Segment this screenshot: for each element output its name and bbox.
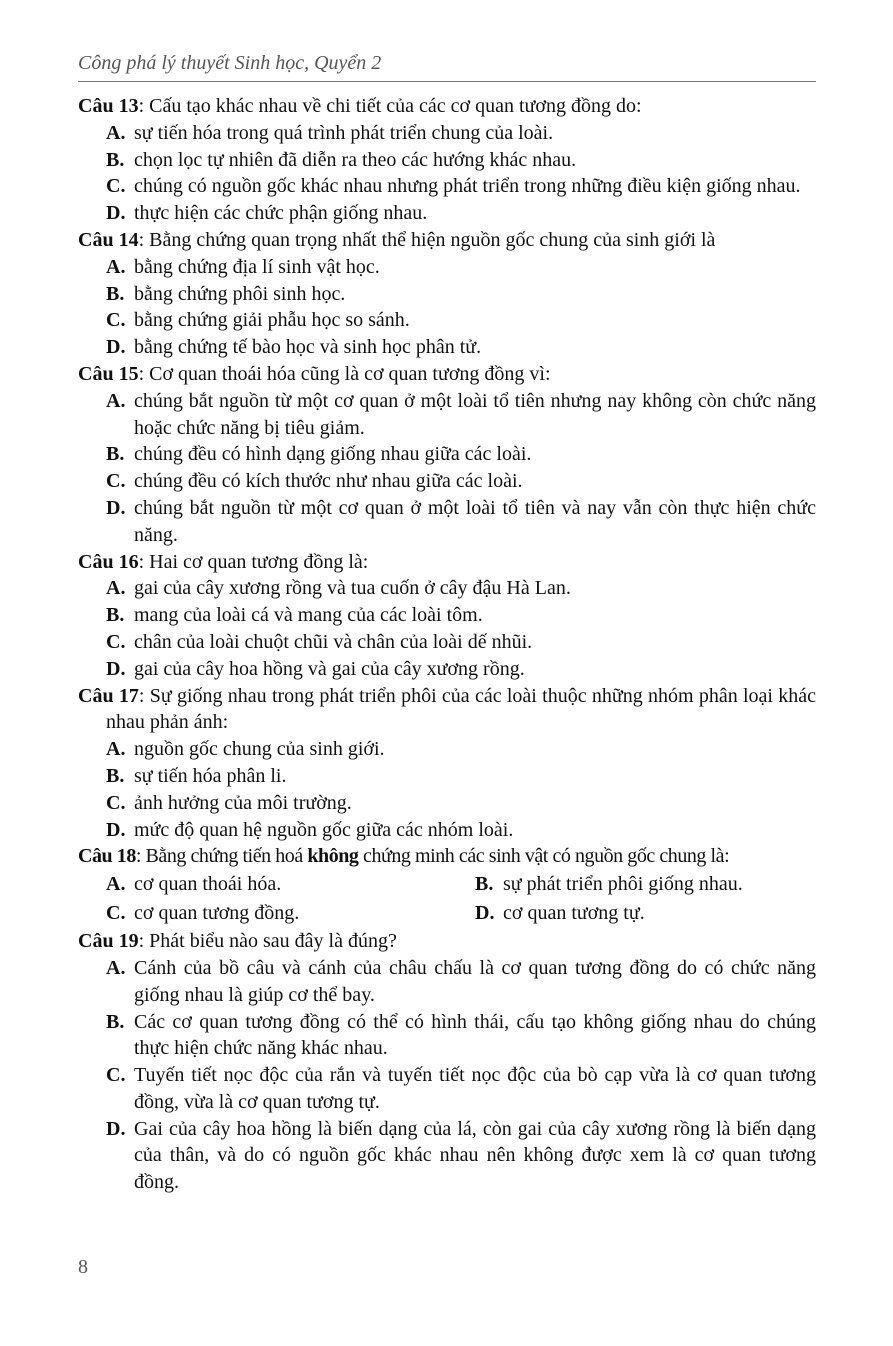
option-text: sự tiến hóa trong quá trình phát triển chung của loài.	[134, 121, 554, 144]
question-16	[78, 549, 816, 683]
option-text: mang của loài cá và mang của các loài tôm.	[134, 604, 483, 627]
question-text: : Cơ quan thoái hóa cũng là cơ quan tương đồng vì:	[138, 362, 551, 385]
option-letter: A.	[106, 873, 126, 896]
option-text: mức độ quan hệ nguồn gốc giữa các nhóm loài.	[134, 818, 514, 841]
option-c	[78, 173, 816, 200]
question-text: : Phát biểu nào sau đây là đúng?	[138, 930, 397, 953]
question-17	[78, 683, 816, 844]
option-text: Cánh của bồ câu và cánh của châu chấu là cơ quan tương đồng do có chức năng giống nhau là giúp cơ thể bay.	[134, 956, 816, 1006]
option-text: gai của cây hoa hồng và gai của cây xương rồng.	[134, 657, 525, 680]
option-a	[78, 575, 816, 602]
option-text: bằng chứng giải phẫu học so sánh.	[134, 309, 410, 332]
option-letter: A.	[106, 956, 126, 979]
question-stem	[78, 549, 816, 576]
option-letter: B.	[106, 148, 125, 171]
option-d	[78, 334, 816, 361]
question-stem	[78, 93, 816, 120]
question-text: chứng minh các sinh vật có nguồn gốc chung là:	[358, 845, 730, 868]
option-text: chúng đều có hình dạng giống nhau giữa các loài.	[134, 443, 532, 466]
option-text: chọn lọc tự nhiên đã diễn ra theo các hướng khác nhau.	[134, 148, 577, 171]
option-a	[78, 120, 816, 147]
option-text: cơ quan tương đồng.	[134, 902, 300, 925]
option-letter: B.	[106, 443, 125, 466]
option-a	[78, 870, 447, 899]
question-number: Câu 16	[78, 550, 139, 573]
option-a	[78, 254, 816, 281]
running-header: Công phá lý thuyết Sinh học, Quyển 2	[78, 52, 382, 74]
option-text: Gai của cây hoa hồng là biến dạng của lá, còn gai của cây xương rồng là biến dạng của thân, và do có nguồn gốc khác nhau nên không được xem là cơ quan tương đồng.	[134, 1117, 816, 1194]
option-d	[78, 656, 816, 683]
option-text: Các cơ quan tương đồng có thể có hình thái, cấu tạo không giống nhau do chúng thực hiện chức năng khác nhau.	[134, 1010, 816, 1060]
option-d	[78, 495, 816, 549]
option-d	[78, 200, 816, 227]
options-grid	[78, 870, 816, 928]
option-letter: B.	[106, 604, 125, 627]
option-a	[78, 955, 816, 1009]
option-letter: D.	[106, 1117, 126, 1140]
question-number: Câu 15	[78, 362, 139, 385]
option-text: sự phát triển phôi giống nhau.	[503, 873, 743, 896]
option-b	[78, 441, 816, 468]
question-stem	[78, 928, 816, 955]
option-d	[78, 1116, 816, 1196]
option-letter: B.	[106, 1010, 125, 1033]
question-18	[78, 843, 816, 928]
option-c	[78, 307, 816, 334]
question-19	[78, 928, 816, 1196]
option-letter: D.	[106, 202, 126, 225]
question-14	[78, 227, 816, 361]
option-text: Tuyến tiết nọc độc của rắn và tuyến tiết nọc độc của bò cạp vừa là cơ quan tương đồng, vừa là cơ quan tương tự.	[134, 1064, 816, 1113]
option-a	[78, 388, 816, 442]
option-text: ảnh hưởng của môi trường.	[134, 791, 352, 814]
option-letter: D.	[106, 657, 126, 680]
question-number: Câu 17	[78, 684, 139, 707]
option-text: chúng có nguồn gốc khác nhau nhưng phát triển trong những điều kiện giống nhau.	[134, 175, 801, 198]
question-text: : Bằng chứng quan trọng nhất thể hiện nguồn gốc chung của sinh giới là	[138, 228, 716, 251]
option-letter: D.	[106, 818, 126, 841]
option-letter: C.	[106, 630, 126, 653]
option-text: cơ quan tương tự.	[503, 902, 645, 925]
option-c	[78, 468, 816, 495]
page-content	[78, 93, 816, 1196]
option-text: chúng bắt nguồn từ một cơ quan ở một loài tổ tiên và nay vẫn còn thực hiện chức năng.	[134, 496, 816, 546]
header-divider	[78, 81, 816, 82]
option-letter: C.	[106, 1064, 126, 1087]
option-letter: C.	[106, 791, 126, 814]
question-text: : Sự giống nhau trong phát triển phôi của các loài thuộc những nhóm phân loại khác nhau phản ánh:	[106, 684, 816, 734]
question-15	[78, 361, 816, 549]
option-letter: A.	[106, 389, 126, 412]
option-d	[78, 817, 816, 844]
option-d	[447, 899, 816, 928]
question-text: : Hai cơ quan tương đồng là:	[138, 550, 369, 573]
question-number: Câu 13	[78, 95, 139, 117]
option-b	[78, 763, 816, 790]
option-b	[447, 870, 816, 899]
option-letter: D.	[106, 496, 126, 519]
option-text: bằng chứng phôi sinh học.	[134, 282, 346, 305]
question-number: Câu 14	[78, 228, 139, 251]
option-letter: D.	[106, 336, 126, 359]
option-b	[78, 147, 816, 174]
page-number: 8	[78, 1256, 88, 1278]
question-text: : Bằng chứng tiến hoá	[135, 845, 308, 868]
option-b	[78, 602, 816, 629]
question-text-emphasis: không	[307, 845, 359, 868]
option-letter: C.	[106, 902, 126, 925]
option-text: gai của cây xương rồng và tua cuốn ở cây đậu Hà Lan.	[134, 577, 571, 600]
option-letter: B.	[106, 764, 125, 787]
option-b	[78, 1009, 816, 1063]
option-text: nguồn gốc chung của sinh giới.	[134, 738, 385, 761]
question-number: Câu 19	[78, 930, 139, 953]
option-c	[78, 1062, 816, 1116]
option-letter: A.	[106, 121, 126, 144]
option-text: bằng chứng tế bào học và sinh học phân tử.	[134, 336, 482, 359]
option-c	[78, 899, 447, 928]
option-text: chân của loài chuột chũi và chân của loài dế nhũi.	[134, 630, 533, 653]
option-letter: A.	[106, 577, 126, 600]
option-letter: C.	[106, 309, 126, 332]
option-letter: B.	[475, 873, 494, 896]
question-stem	[78, 683, 816, 737]
question-stem	[78, 227, 816, 254]
option-c	[78, 629, 816, 656]
option-letter: D.	[475, 902, 495, 925]
option-text: sự tiến hóa phân li.	[134, 764, 287, 787]
option-b	[78, 281, 816, 308]
option-letter: C.	[106, 175, 126, 198]
option-text: bằng chứng địa lí sinh vật học.	[134, 255, 380, 278]
option-letter: A.	[106, 738, 126, 761]
question-text: : Cấu tạo khác nhau về chi tiết của các cơ quan tương đồng do:	[138, 95, 642, 117]
option-a	[78, 736, 816, 763]
option-letter: C.	[106, 470, 126, 493]
question-stem	[78, 843, 816, 870]
option-text: chúng đều có kích thước như nhau giữa các loài.	[134, 470, 523, 493]
option-text: cơ quan thoái hóa.	[134, 873, 282, 896]
question-13	[78, 93, 816, 227]
option-letter: B.	[106, 282, 125, 305]
option-text: chúng bắt nguồn từ một cơ quan ở một loài tổ tiên nhưng nay không còn chức năng hoặc chức năng bị tiêu giảm.	[134, 389, 816, 439]
option-letter: A.	[106, 255, 126, 278]
question-number: Câu 18	[78, 845, 136, 868]
question-stem	[78, 361, 816, 388]
option-text: thực hiện các chức phận giống nhau.	[134, 202, 428, 225]
option-c	[78, 790, 816, 817]
